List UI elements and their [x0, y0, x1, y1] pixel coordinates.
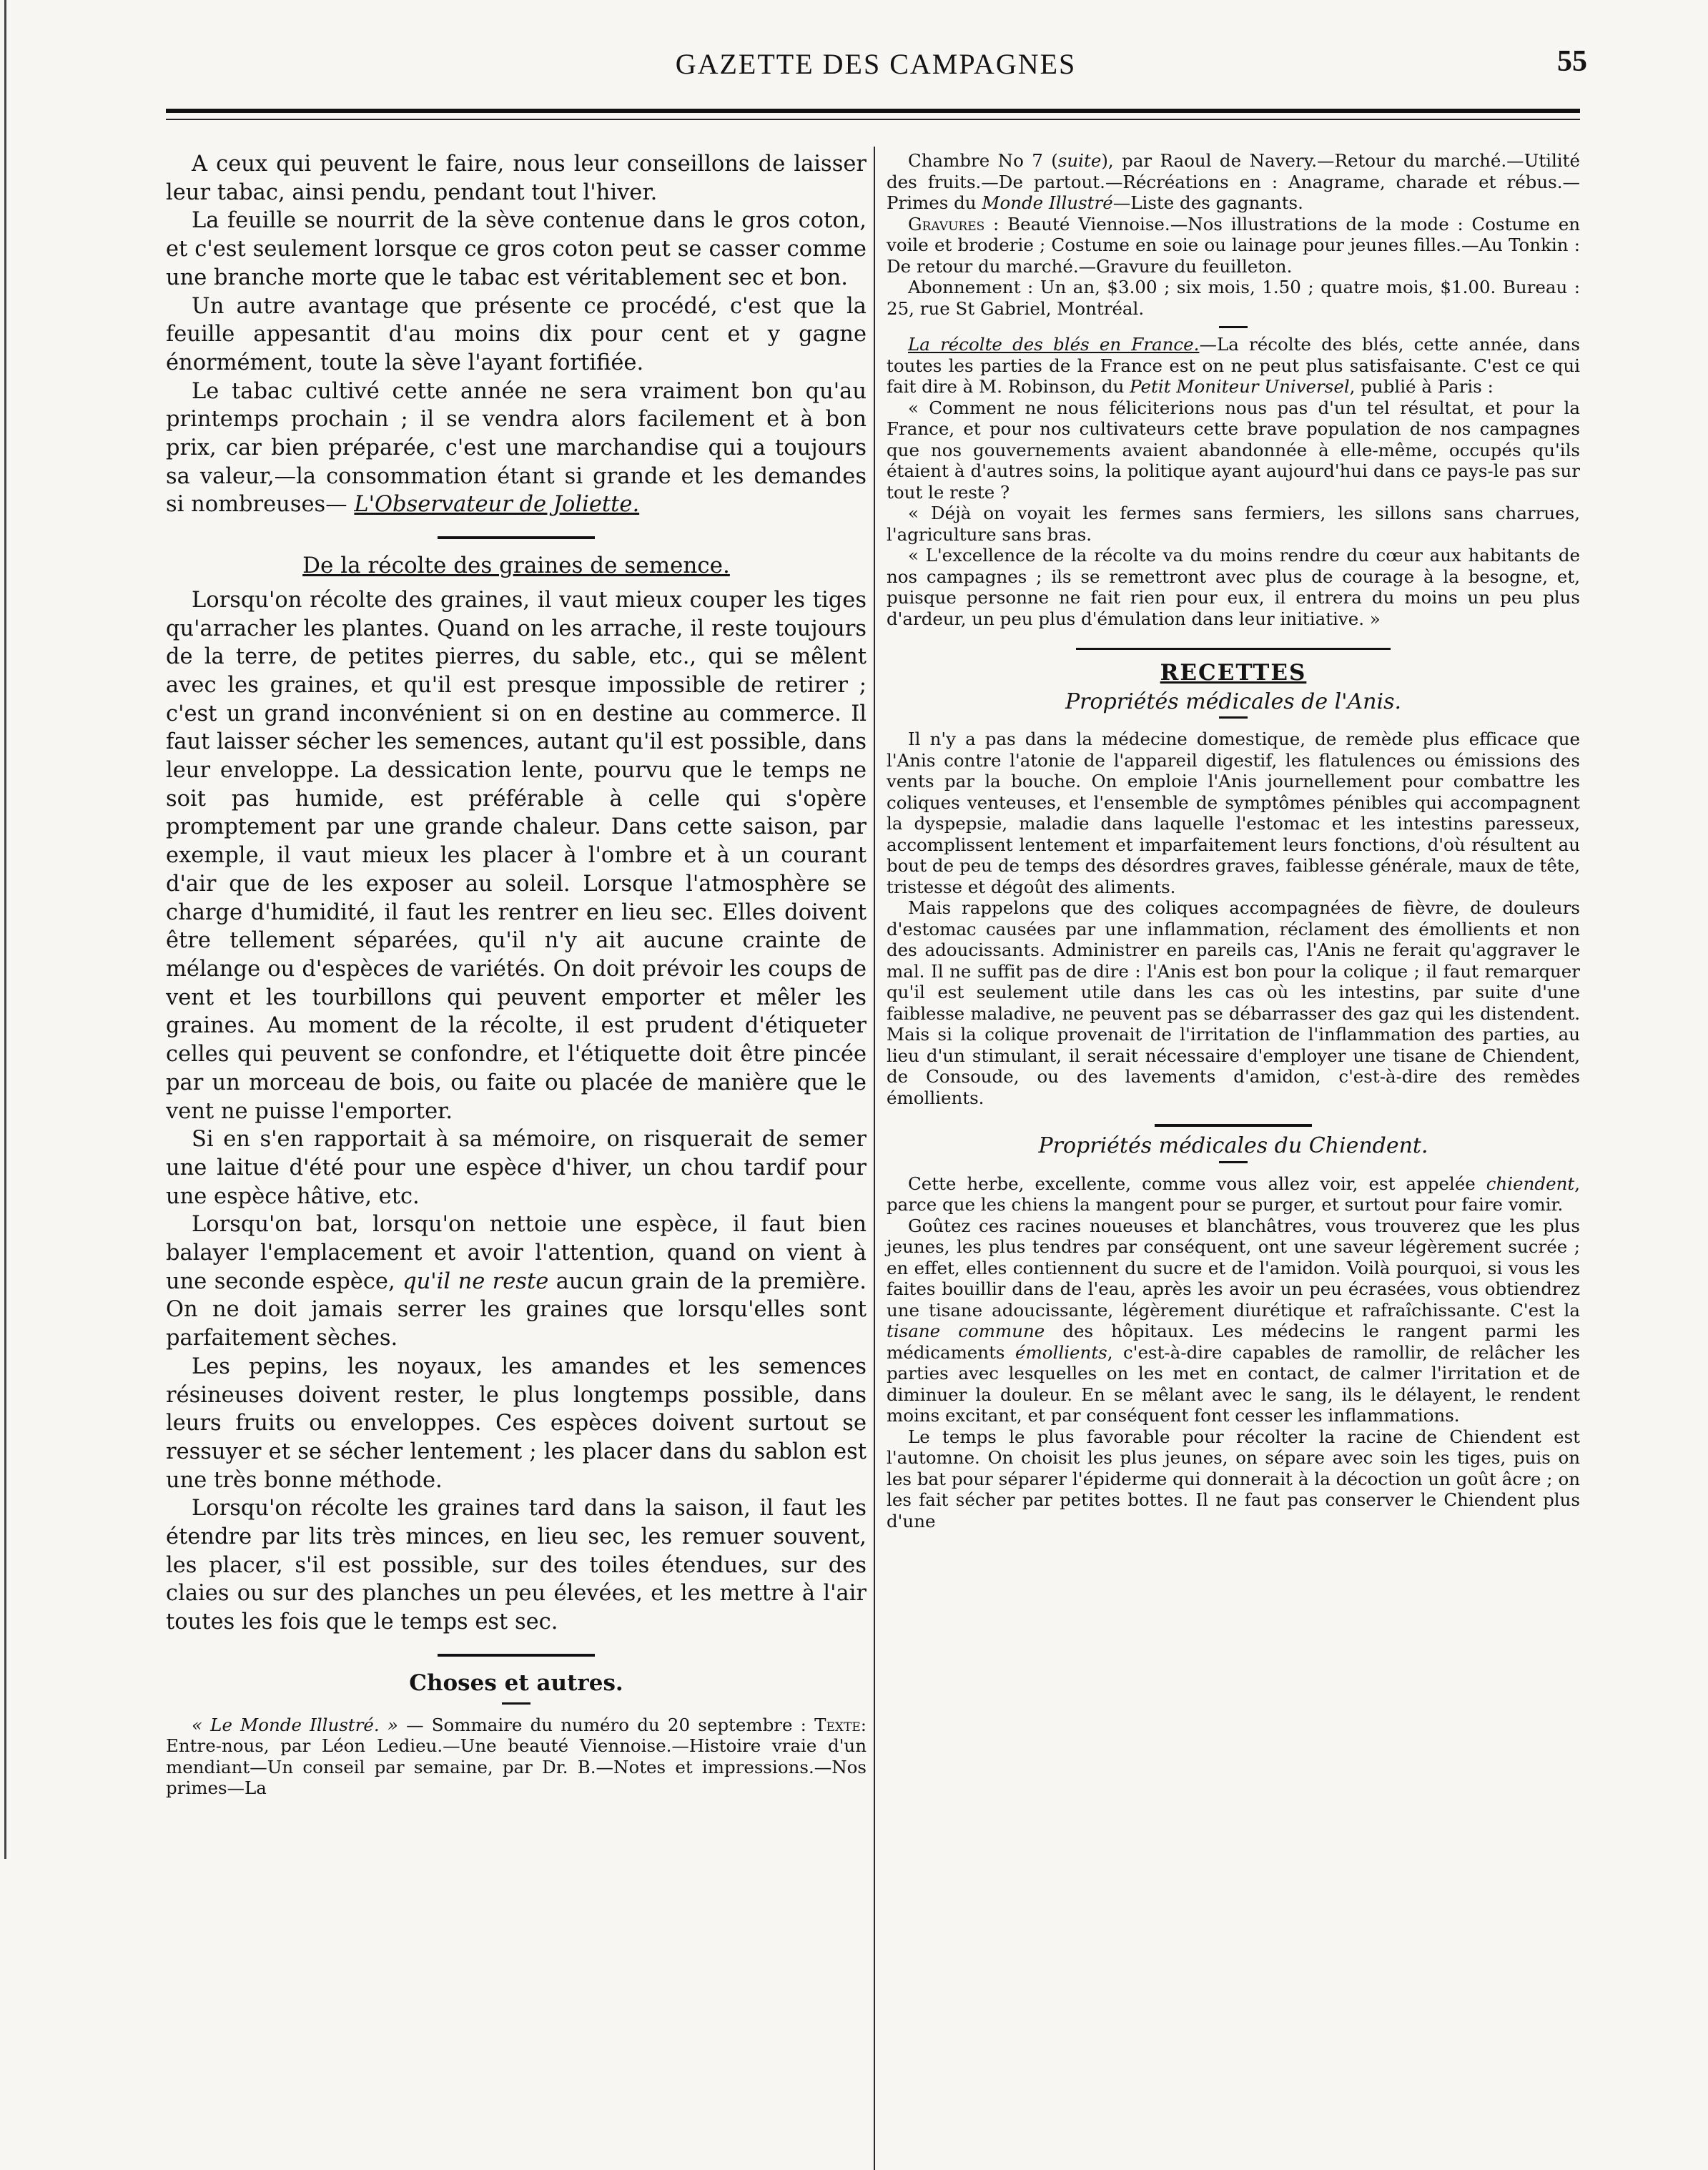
- heading-chiendent: Propriétés médicales du Chiendent.: [1038, 1133, 1428, 1158]
- heading-anis: Propriétés médicales de l'Anis.: [1065, 689, 1402, 714]
- recolte-bles-paragraph: [887, 334, 1580, 398]
- heading-recettes: RECETTES: [1160, 660, 1307, 686]
- gravures-label: Gravures: [908, 213, 985, 235]
- chiendent-2-a: Goûtez ces racines noueuses et blanchâtres, vous trouverez que les plus jeunes, les plus tendres par conséquent, ont une saveur légèrement sucrée ; en effet, elles contiennent du sucre et de l'amidon. Voilà pourquoi, si vous les faites bouillir dans de l'eau, après les avoir un peu écrasées, vous obtiendrez une tisane adoucissante, légèrement diurétique et rafraîchissante. C'est la: [887, 1215, 1580, 1321]
- gravures-paragraph: [887, 214, 1580, 277]
- tisane-commune: tisane commune: [887, 1321, 1045, 1341]
- short-separator: [1219, 1161, 1248, 1163]
- left-column: [166, 150, 867, 1799]
- texte-label: Texte: [814, 1714, 861, 1735]
- tabac-paragraph-3: Un autre avantage que présente ce procédé, c'est que la feuille appesantit d'au moins dix pour cent et y gagne énormément, toute la sève l'ayant fortifiée.: [166, 293, 867, 375]
- chiendent-word: chiendent: [1486, 1173, 1575, 1194]
- section-separator: [1076, 648, 1391, 650]
- header-rule-thin: [166, 119, 1580, 120]
- emollients-word: émollients: [1015, 1341, 1107, 1363]
- summary-continued: [887, 150, 1580, 214]
- chiendent-paragraph-3: Le temps le plus favorable pour récolter la racine de Chiendent est l'automne. On choisit les plus jeunes, on sépare avec soin les tiges, puis on les bat pour séparer l'épiderme qui donnerait à la décoction un goût âcre ; on les fait sécher par petites bottes. Il ne faut pas conserver le Chiendent plus d'une: [887, 1426, 1580, 1532]
- heading-recolte-graines: De la récolte des graines de semence.: [302, 553, 730, 579]
- graines-paragraph-4: Les pepins, les noyaux, les amandes et les semences résineuses doivent rester, le plus longtemps possible, dans leurs fruits ou enveloppes. Ces espèces doivent surtout se ressuyer et se sécher lentement ; les placer dans du sablon est une très bonne méthode.: [166, 1353, 867, 1493]
- chiendent-1-b: , parce que les chiens la mangent pour se purger, et surtout pour faire vomir.: [887, 1173, 1580, 1215]
- journal-name: Petit Moniteur Universel: [1130, 376, 1350, 397]
- short-separator: [1219, 326, 1248, 328]
- graines-paragraph-2: Si en s'en rapportait à sa mémoire, on risquerait de semer une laitue d'été pour une espèce d'hiver, un chou tardif pour une espèce hâtive, etc.: [166, 1127, 867, 1209]
- chiendent-2-c: , c'est-à-dire capables de ramollir, de relâcher les parties avec lesquelles on les met en contact, de calmer l'irritation et de diminuer la douleur. En se mêlant avec le sang, ils le délayent, le rendent moins excitant, et par conséquent font cesser les inflammations.: [887, 1341, 1581, 1426]
- source-attribution: L'Observateur de Joliette.: [354, 492, 640, 518]
- heading-choses-autres: Choses et autres.: [409, 1670, 623, 1696]
- header-rule-thick: [166, 109, 1580, 113]
- newspaper-title: GAZETTE DES CAMPAGNES: [675, 48, 1077, 80]
- graines-paragraph-3-b: aucun grain de la première. On ne doit jamais serrer les graines que lorsqu'elles sont parfaitement sèches.: [166, 1268, 867, 1351]
- recolte-bles-a: —La récolte des blés, cette année, dans toutes les parties de la France est on ne peut plus satisfaisante. C'est ce qui fait dire à M. Robinson, du: [887, 334, 1580, 397]
- quote-paragraph-2: « Déjà on voyait les fermes sans fermiers, les sillons sans charrues, l'agriculture sans bras.: [887, 503, 1580, 545]
- tabac-paragraph-1: A ceux qui peuvent le faire, nous leur conseillons de laisser leur tabac, ainsi pendu, pendant tout l'hiver.: [166, 152, 867, 205]
- chiendent-2-b: des hôpitaux. Les médecins le rangent parmi les médicaments: [887, 1321, 1581, 1363]
- summary-cont-a: Chambre No 7 (: [908, 150, 1058, 171]
- quote-paragraph-1: « Comment ne nous féliciterions nous pas d'un tel résultat, et pour la France, et pour nos cultivateurs cette brave population de nos campagnes que nos gouvernements avaient abandonnée à elle-même, occupés qu'ils étaient à d'autres soins, la politique ayant aujourd'hui dans ce pays-le pas sur tout le reste ?: [887, 397, 1580, 503]
- recolte-bles-title: La récolte des blés en France.: [908, 334, 1200, 355]
- gravures-text: : Beauté Viennoise.—Nos illustrations de la mode : Costume en voile et broderie ; Costume en soie ou lainage pour jeunes filles.—Au Tonkin : De retour du marché.—Gravure du feuilleton.: [887, 213, 1580, 277]
- graines-paragraph-3-a: Lorsqu'on bat, lorsqu'on nettoie une espèce, il faut bien balayer l'emplacement et avoir l'attention, quand on vient à une seconde espèce,: [166, 1212, 867, 1294]
- recolte-bles-b: , publié à Paris :: [1349, 376, 1494, 397]
- section-separator: [438, 1654, 595, 1657]
- summary-text-b: : Entre-nous, par Léon Ledieu.—Une beauté Viennoise.—Histoire vraie d'un mendiant—Un conseil par semaine, par Dr. B.—Notes et impressions.—Nos primes—La: [166, 1714, 867, 1799]
- graines-paragraph-5: Lorsqu'on récolte les graines tard dans la saison, il faut les étendre par lits très minces, en lieu sec, les remuer souvent, les placer, s'il est possible, sur des toiles étendues, sur des claies ou sur des planches un peu élevées, et les mettre à l'air toutes les fois que le temps est sec.: [166, 1496, 867, 1635]
- page-number: 55: [1557, 45, 1587, 78]
- right-column: [887, 150, 1580, 1532]
- section-separator: [1155, 1124, 1312, 1127]
- graines-paragraph-1: Lorsqu'on récolte des graines, il vaut mieux couper les tiges qu'arracher les plantes. Quand on les arrache, il reste toujours de la terre, de petites pierres, du sable, etc., qui se mêlent avec les graines, et qu'il est presque impossible de retirer ; c'est un grand inconvénient si on en destine au commerce. Il faut laisser sécher les semences, autant qu'il est possible, dans leur enveloppe. La dessication lente, pourvu que le temps ne soit pas humide, est préférable à celle qui s'opère promptement par une grande chaleur. Dans cette saison, par exemple, il vaut mieux les placer à l'ombre et à un courant d'air que de les exposer au soleil. Lorsque l'atmosphère se charge d'humidité, il faut les rentrer en lieu sec. Elles doivent être tellement séparées, qu'il n'y ait aucune crainte de mélange ou d'espèces de variétés. On doit prévoir les coups de vent et les tourbillons qui peuvent emporter et mêler les graines. Au moment de la récolte, il est prudent d'étiqueter celles qui peuvent se confondre, et l'étiquette doit être pincée par un morceau de bois, ou faite ou placée de manière que le vent ne puisse l'emporter.: [166, 587, 867, 1124]
- column-divider: [874, 147, 875, 2170]
- anis-paragraph-2: Mais rappelons que des coliques accompagnées de fièvre, de douleurs d'estomac causées par une inflammation, réclament des émollients et non des adoucissants. Administrer en pareils cas, l'Anis ne ferait qu'aggraver le mal. Il ne suffit pas de dire : l'Anis est bon pour la colique ; il faut remarquer qu'il est seulement utile dans les cas où les intestins, par suite d'une faiblesse maladive, ne peuvent pas se débarrasser des gaz qui les distendent. Mais si la colique provenait de l'irritation de l'inflammation des parties, au lieu d'un stimulant, il serait nécessaire d'employer une tisane de Chiendent, de Consoude, ou des lavements d'amidon, c'est-à-dire des remèdes émollients.: [887, 897, 1580, 1108]
- short-separator: [1219, 716, 1248, 719]
- summary-text-a: — Sommaire du numéro du 20 septembre :: [398, 1714, 815, 1735]
- summary-cont-b: ), par Raoul de Navery.—Retour du marché.—Utilité des fruits.—De partout.—Récréations en : Anagrame, charade et rébus.—Primes du: [887, 150, 1580, 213]
- short-separator: [502, 1702, 530, 1705]
- summary-cont-c: —Liste des gagnants.: [1112, 192, 1303, 213]
- page-header: [164, 37, 1587, 87]
- tabac-paragraph-4-text: Le tabac cultivé cette année ne sera vraiment bon qu'au printemps prochain ; il se vendra alors facilement et à bon prix, car bien préparée, c'est une marchandise qui a toujours sa valeur,—la consommation étant si grande et les demandes si nombreuses—: [166, 378, 867, 518]
- section-separator: [438, 536, 595, 539]
- chiendent-1-a: Cette herbe, excellente, comme vous allez voir, est appelée: [908, 1173, 1486, 1194]
- tabac-paragraph-2: La feuille se nourrit de la sève contenue dans le gros coton, et c'est seulement lorsque ce gros coton peut se casser comme une branche morte que le tabac est véritablement sec et bon.: [166, 208, 867, 290]
- page-edge-binding: [4, 0, 6, 1859]
- monde-illustre-summary: [166, 1715, 867, 1799]
- monde-illustre-title: « Le Monde Illustré. »: [192, 1714, 398, 1735]
- chiendent-paragraph-2: [887, 1215, 1580, 1426]
- summary-suite: suite: [1057, 150, 1102, 171]
- summary-monde: Monde Illustré: [982, 192, 1113, 213]
- quote-paragraph-3: « L'excellence de la récolte va du moins rendre du cœur aux habitants de nos campagnes ; ils se remettront avec plus de courage à la besogne, et, puisque personne ne fait rien pour eux, il entrera du moins un peu plus d'ardeur, un peu plus d'émulation dans leur initiative. »: [887, 545, 1580, 629]
- abonnement-paragraph: Abonnement : Un an, $3.00 ; six mois, 1.50 ; quatre mois, $1.00. Bureau : 25, rue St Gabriel, Montréal.: [887, 277, 1580, 319]
- anis-paragraph-1: Il n'y a pas dans la médecine domestique, de remède plus efficace que l'Anis contre l'atonie de l'appareil digestif, les flatulences ou émissions des vents par la bouche. On emploie l'Anis journellement pour combattre les coliques venteuses, et l'ensemble de symptômes pénibles qui accompagnent la dyspepsie, maladie dans laquelle l'estomac et les intestins paresseux, accomplissent lentement et imparfaitement leurs fonctions, d'où résultent au bout de peu de temps des désordres graves, faiblesse générale, maux de tête, tristesse et dégoût des aliments.: [887, 729, 1580, 897]
- chiendent-paragraph-1: [887, 1173, 1580, 1215]
- graines-paragraph-3: [166, 1210, 867, 1353]
- graines-paragraph-3-italic: qu'il ne reste: [403, 1268, 549, 1294]
- tabac-paragraph-4: [166, 378, 867, 520]
